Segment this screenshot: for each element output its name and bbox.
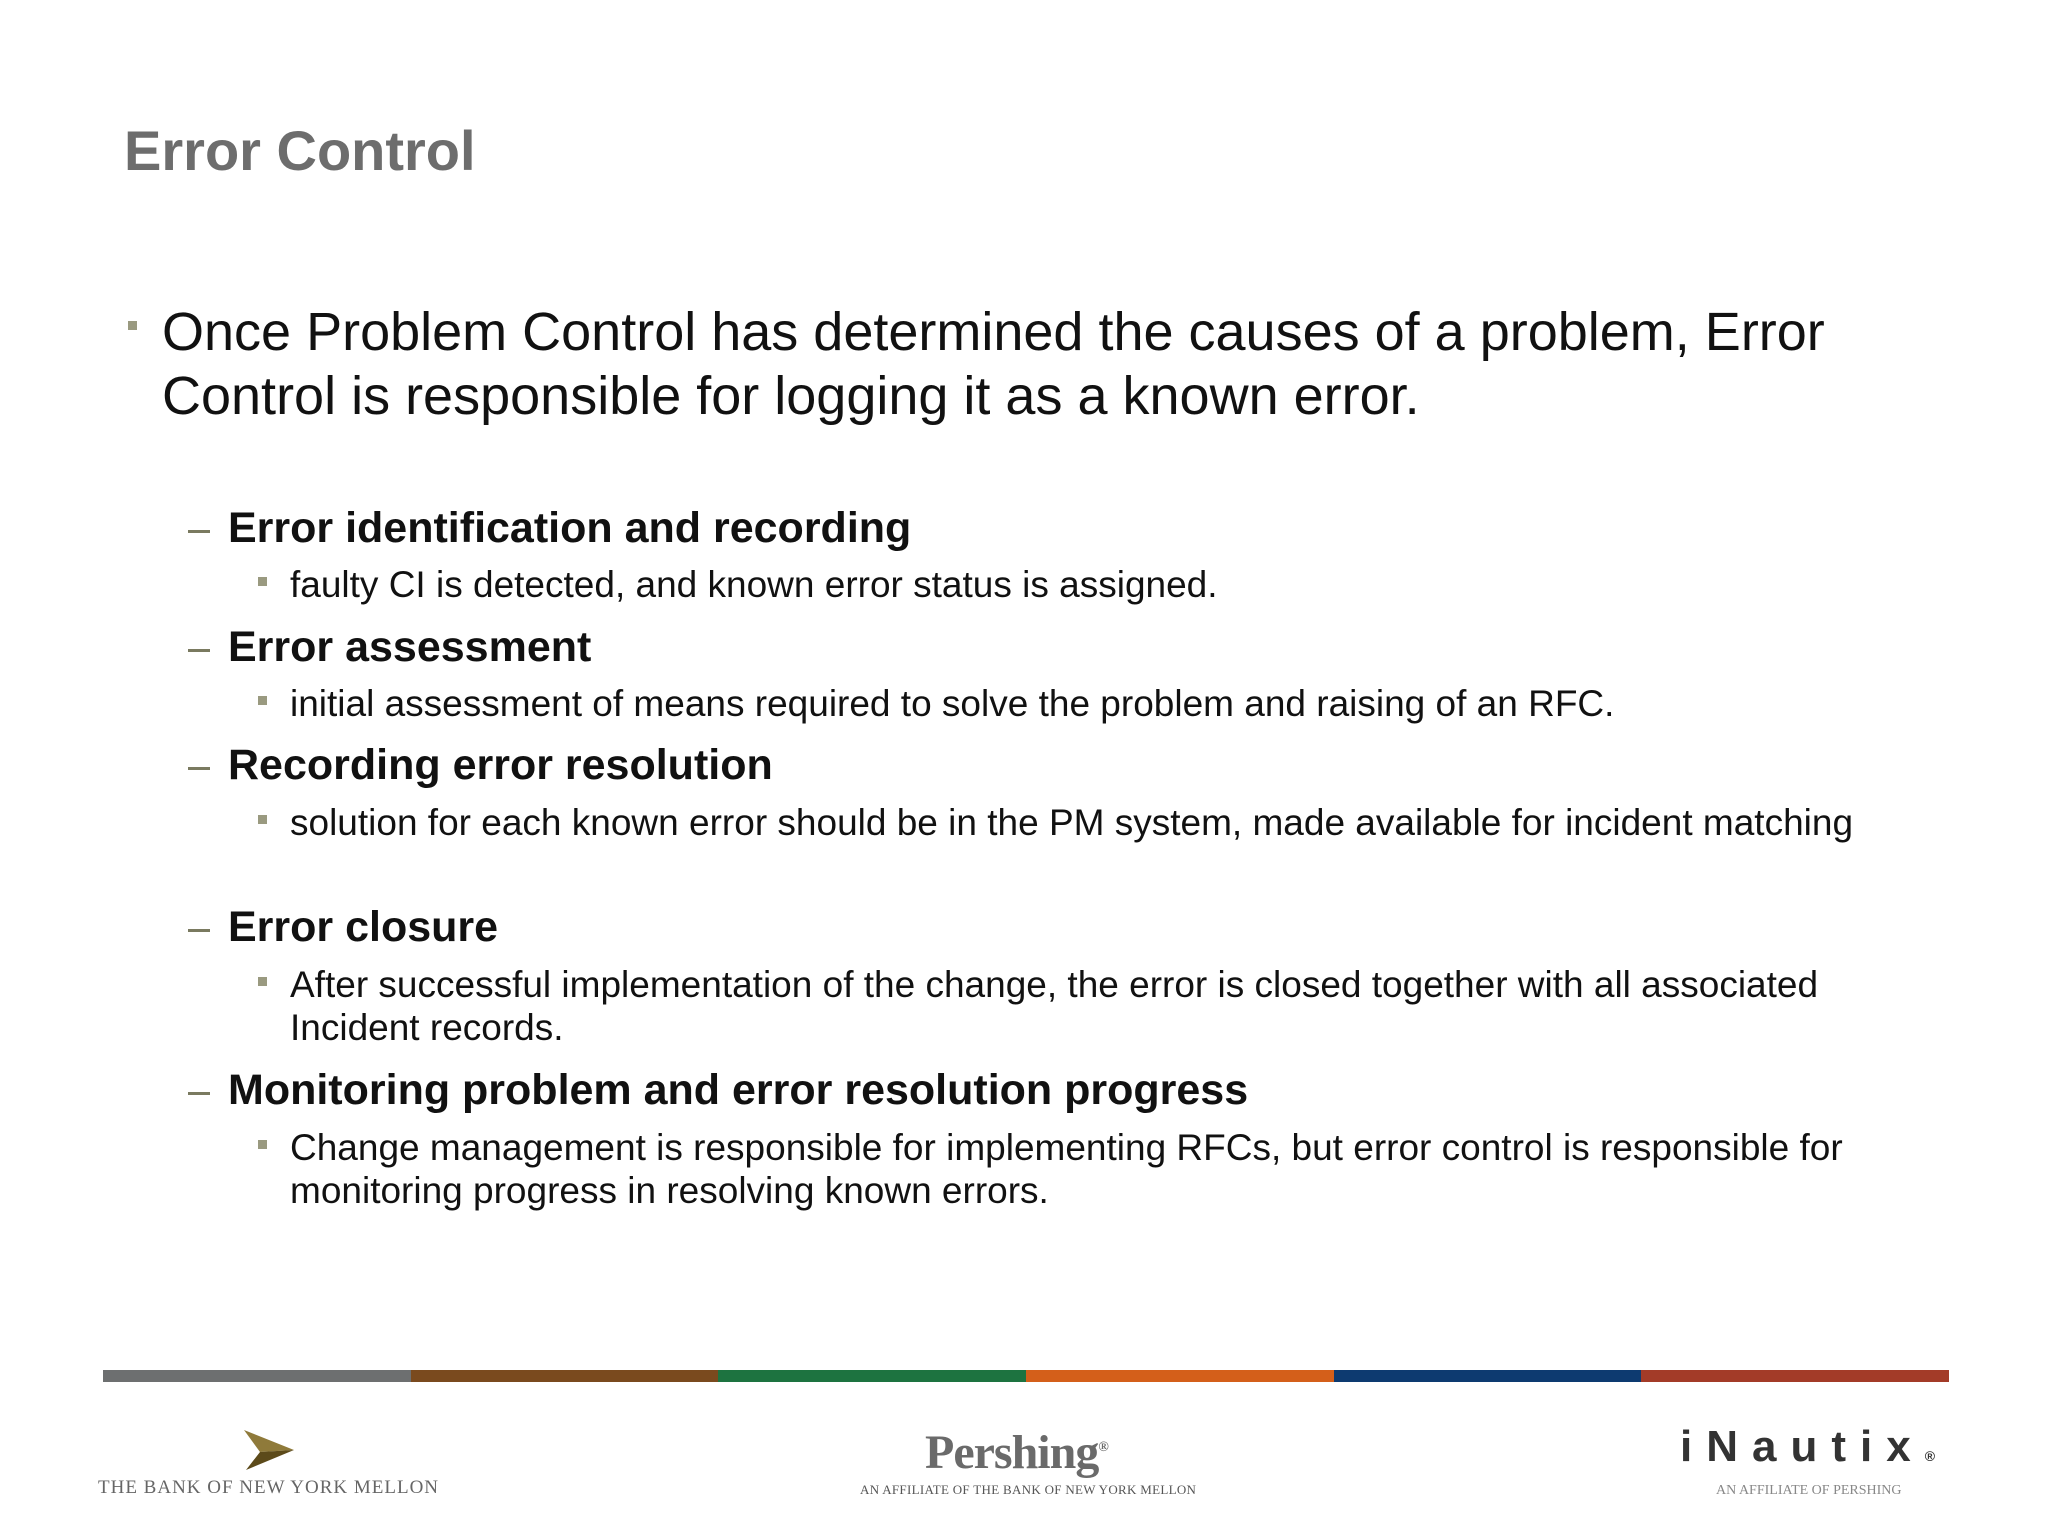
bny-mellon-logo-text: THE BANK OF NEW YORK MELLON [98,1477,440,1498]
square-bullet-icon [128,321,137,330]
pershing-logo-text: Pershing [925,1426,1099,1479]
pershing-logo [925,1425,1108,1480]
color-bar-segment [1026,1370,1334,1382]
detail-bullet [290,1126,1950,1212]
dash-bullet-icon [188,767,210,770]
footer-color-bar [103,1370,1949,1382]
square-bullet-icon [258,696,267,705]
inautix-tagline: AN AFFILIATE OF PERSHING [1716,1483,1902,1498]
dash-bullet-icon [188,1092,210,1095]
detail-text: After successful implementation of the change, the error is closed together with all associated Incident records. [290,964,1819,1048]
main-bullet [162,300,1962,428]
detail-bullet [290,801,1950,844]
sub-heading: Error identification and recording [228,504,912,552]
color-bar-segment [1334,1370,1642,1382]
detail-text: solution for each known error should be in the PM system, made available for incident matching [290,802,1854,843]
dash-bullet-icon [188,649,210,652]
sub-heading: Monitoring problem and error resolution progress [228,1066,1249,1114]
color-bar-segment [1641,1370,1949,1382]
sub-heading: Error assessment [228,623,592,671]
square-bullet-icon [258,1140,267,1149]
detail-text: Change management is responsible for implementing RFCs, but error control is responsible for monitoring progress in resolving known errors. [290,1127,1843,1211]
detail-bullet [290,682,1950,725]
inautix-logo [1680,1422,1935,1472]
dash-bullet-icon [188,929,210,932]
color-bar-segment [103,1370,411,1382]
inautix-registered-mark: ® [1924,1448,1936,1464]
dash-bullet-icon [188,530,210,533]
sub-heading: Recording error resolution [228,741,773,789]
color-bar-segment [411,1370,719,1382]
color-bar-segment [718,1370,1026,1382]
pershing-tagline: AN AFFILIATE OF THE BANK OF NEW YORK MELLON [860,1482,1197,1497]
pershing-registered-mark: ® [1098,1440,1108,1455]
square-bullet-icon [258,577,267,586]
main-bullet-text: Once Problem Control has determined the causes of a problem, Error Control is responsible for logging it as a known error. [162,302,1825,426]
detail-text: initial assessment of means required to solve the problem and raising of an RFC. [290,683,1615,724]
slide-title: Error Control [124,119,476,182]
sub-heading: Error closure [228,903,499,951]
square-bullet-icon [258,977,267,986]
inautix-logo-text: iNautix [1680,1422,1925,1471]
detail-bullet [290,963,1950,1049]
detail-bullet [290,563,1950,606]
bny-mellon-logo-icon [236,1428,296,1472]
square-bullet-icon [258,815,267,824]
detail-text: faulty CI is detected, and known error status is assigned. [290,564,1218,605]
